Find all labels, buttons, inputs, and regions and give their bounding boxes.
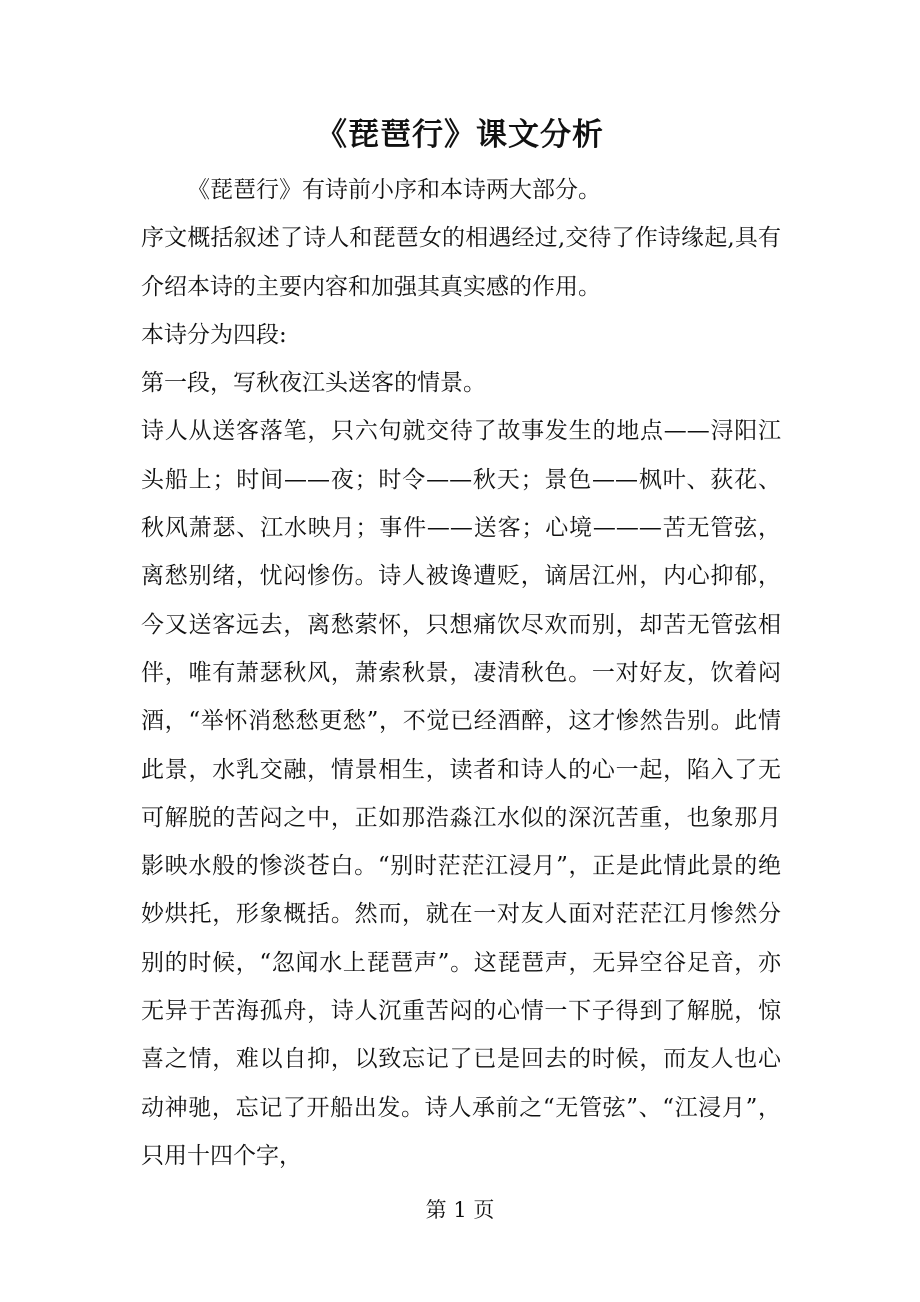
document-body	[141, 166, 781, 1180]
intro-paragraph: 《琵琶行》有诗前小序和本诗两大部分。	[187, 177, 601, 203]
document-title: 《琵琶行》课文分析	[316, 117, 604, 153]
analysis-paragraph: 诗人从送客落笔，只六句就交待了故事发生的地点——浔阳江头船上；时间——夜；时令——秋天；景色——枫叶、荻花、秋风萧瑟、江水映月；事件——送客；心境———苦无管弦，离愁别绪，忧闷惨伤。诗人被谗遭贬，谪居江州，内心抑郁，今又送客远去，离愁萦怀，只想痛饮尽欢而别，却苦无管弦相伴，唯有萧瑟秋风，萧索秋景，凄清秋色。一对好友，饮着闷酒，“举怀消愁愁更愁”，不觉已经酒醉，这才惨然告别。此情此景，水乳交融，情景相生，读者和诗人的心一起，陷入了无可解脱的苦闷之中，正如那浩淼江水似的深沉苦重，也象那月影映水般的惨淡苍白。“别时茫茫江浸月”，正是此情此景的绝妙烘托，形象概括。然而，就在一对友人面对茫茫江月惨然分别的时候，“忽闻水上琵琶声”。这琵琶声，无异空谷足音，亦无异于苦海孤舟，诗人沉重苦闷的心情一下子得到了解脱，惊喜之情，难以自抑，以致忘记了已是回去的时候，而友人也心动神驰，忘记了开船出发。诗人承前之“无管弦”、“江浸月”，只用十四个字，	[141, 418, 781, 1169]
structure-paragraph: 本诗分为四段:	[141, 321, 287, 348]
section-heading-paragraph: 第一段，写秋夜江头送客的情景。	[141, 370, 486, 397]
page-number: 第 1 页	[425, 1198, 495, 1222]
preface-paragraph: 序文概括叙述了诗人和琵琶女的相遇经过,交待了作诗缘起,具有介绍本诗的主要内容和加强其真实感的作用。	[141, 225, 781, 300]
